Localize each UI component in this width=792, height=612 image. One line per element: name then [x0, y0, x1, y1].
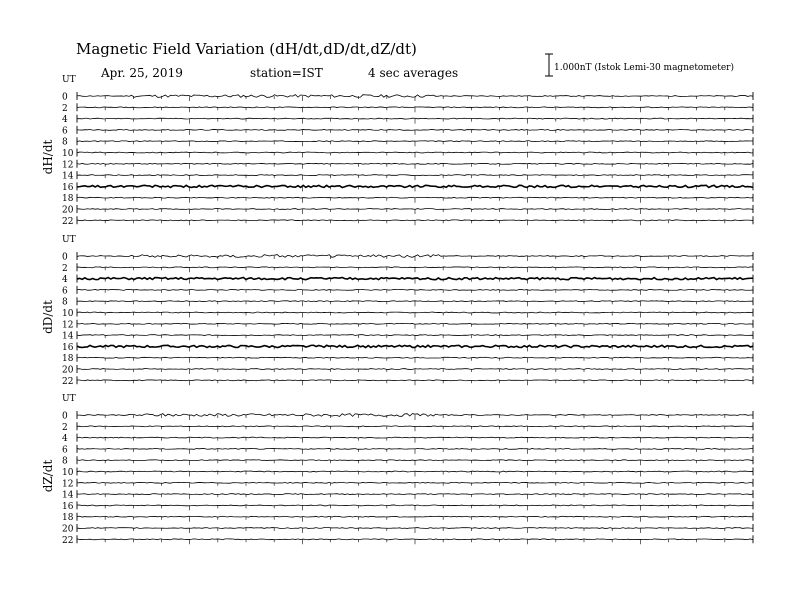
hour-label: 2	[62, 422, 68, 433]
hour-label: 8	[62, 297, 68, 308]
date-label: Apr. 25, 2019	[101, 66, 183, 80]
hour-label: 14	[62, 490, 74, 501]
variation-trace	[77, 516, 753, 517]
hour-label: 22	[62, 216, 74, 227]
hour-label: 20	[62, 365, 74, 376]
variation-trace	[77, 95, 753, 98]
panel-dh-dt	[41, 75, 753, 227]
hour-label: 18	[62, 354, 74, 365]
hour-label: 0	[62, 411, 68, 422]
variation-trace	[77, 437, 753, 438]
variation-trace	[77, 505, 753, 506]
variation-trace	[77, 141, 753, 142]
hour-label: 16	[62, 501, 74, 512]
hour-label: 0	[62, 252, 68, 263]
scale-bar	[545, 54, 734, 76]
hour-label: 6	[62, 126, 68, 137]
station-label: station=IST	[250, 66, 323, 80]
hour-label: 16	[62, 342, 74, 353]
hour-label: 0	[62, 92, 68, 103]
hour-label: 2	[62, 103, 68, 114]
variation-trace	[77, 380, 753, 381]
hour-label: 12	[62, 320, 74, 331]
variation-trace	[77, 175, 753, 176]
variation-trace	[77, 197, 753, 198]
hour-label: 20	[62, 524, 74, 535]
hour-label: 12	[62, 479, 74, 490]
variation-trace	[77, 448, 753, 449]
time-axis-label: UT	[62, 235, 76, 245]
hour-label: 14	[62, 331, 74, 342]
panel-dz-dt	[41, 394, 753, 546]
averaging-label: 4 sec averages	[368, 66, 459, 80]
component-label: dZ/dt	[41, 459, 55, 493]
hour-label: 14	[62, 171, 74, 182]
time-axis-label: UT	[62, 394, 76, 404]
variation-trace	[77, 220, 753, 221]
hour-label: 20	[62, 205, 74, 216]
variation-trace	[77, 312, 753, 313]
hour-label: 18	[62, 194, 74, 205]
hour-label: 8	[62, 137, 68, 148]
hour-label: 2	[62, 263, 68, 274]
variation-trace	[77, 460, 753, 461]
variation-trace	[77, 289, 753, 290]
component-label: dH/dt	[41, 139, 55, 175]
hour-label: 12	[62, 160, 74, 171]
hour-label: 16	[62, 182, 74, 193]
scale-bar-label: 1.000nT (Istok Lemi-30 magnetometer)	[554, 63, 734, 73]
hour-label: 8	[62, 456, 68, 467]
variation-trace	[77, 209, 753, 210]
variation-trace	[77, 335, 753, 336]
chart-title: Magnetic Field Variation (dH/dt,dD/dt,dZ/dt)	[76, 40, 417, 58]
hour-label: 10	[62, 468, 74, 478]
hour-label: 6	[62, 286, 68, 297]
hour-label: 6	[62, 445, 68, 456]
variation-trace	[77, 539, 753, 540]
hour-label: 22	[62, 535, 74, 546]
variation-trace	[77, 494, 753, 495]
hour-label: 4	[62, 115, 68, 126]
variation-trace	[77, 426, 753, 427]
component-label: dD/dt	[41, 300, 55, 334]
time-axis-label: UT	[62, 75, 76, 85]
hour-label: 22	[62, 376, 74, 387]
hour-label: 18	[62, 513, 74, 524]
variation-trace	[77, 129, 753, 130]
variation-trace	[77, 267, 753, 268]
variation-trace	[77, 163, 753, 164]
panel-dd-dt	[41, 235, 753, 387]
hour-label: 4	[62, 434, 68, 445]
hour-label: 10	[62, 309, 74, 319]
hour-label: 4	[62, 275, 68, 286]
hour-label: 10	[62, 149, 74, 159]
